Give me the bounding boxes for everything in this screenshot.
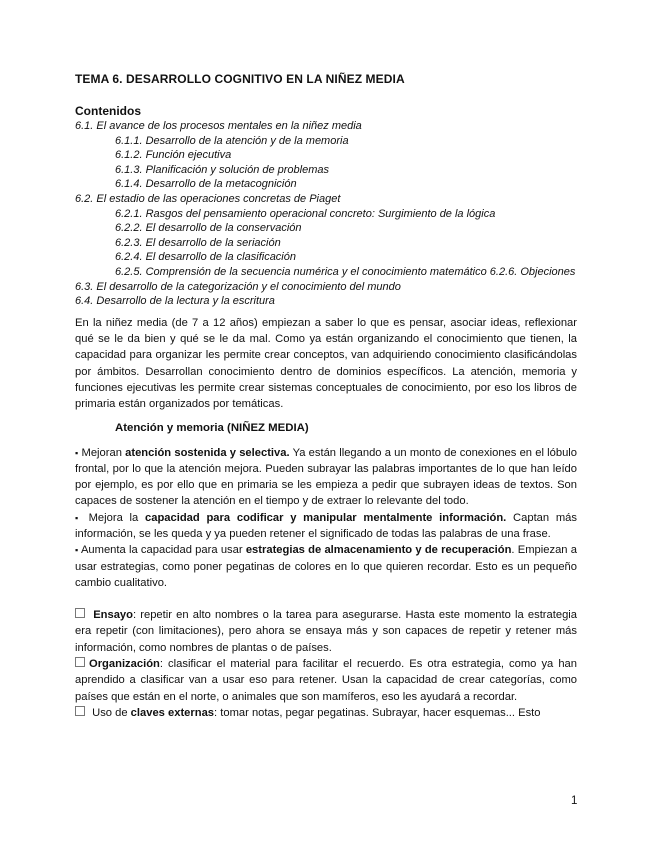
intro-paragraph: En la niñez media (de 7 a 12 años) empiezan a saber lo que es pensar, asociar ideas, reflexionar qué se le da bien y qué se le da mal. Como ya están organizando el conocimiento que tienen, la capacidad para organizar les permite crear conceptos, van adquiriendo conocimiento clasificándolas por ámbitos. Desarrollan conocimiento dentro de dominios específicos. La atención, memoria y funciones ejecutivas les permite crear sistemas conceptuales de conocimiento, por eso los libros de primaria están organizados por temáticas. bbox=[75, 316, 577, 411]
checkbox-glyph-icon bbox=[75, 706, 85, 716]
strategy-term: Organización bbox=[89, 658, 160, 671]
bullet-marker: ▪ bbox=[75, 512, 82, 523]
toc-item: 6.2. El estadio de las operaciones concretas de Piaget bbox=[75, 192, 341, 205]
bullet-emphasis: estrategias de almacenamiento y de recuperación bbox=[245, 544, 512, 557]
toc-item: 6.2.5. Comprensión de la secuencia numérica y el conocimiento matemático 6.2.6. Objeciones bbox=[115, 265, 576, 278]
strategy-item: Organización: clasificar el material para facilitar el recuerdo. Es otra estrategia, como ya han aprendido a clasificar van a usar eso para retener. Usan la capacidad de crear categorías, como países que están en el norte, o animales que son mamíferos, eso les ayudará a recordar. bbox=[75, 658, 577, 703]
document-title: TEMA 6. DESARROLLO COGNITIVO EN LA NIÑEZ MEDIA bbox=[75, 72, 405, 86]
page-number: 1 bbox=[571, 795, 578, 807]
toc-item: 6.3. El desarrollo de la categorización y el conocimiento del mundo bbox=[75, 280, 401, 293]
bullet-marker: ▪ bbox=[75, 447, 79, 458]
bullet-emphasis: capacidad para codificar y manipular mentalmente información. bbox=[145, 511, 507, 524]
strategy-item: Uso de claves externas: tomar notas, pegar pegatinas. Subrayar, hacer esquemas... Esto bbox=[75, 705, 577, 721]
toc-item: 6.2.3. El desarrollo de la seriación bbox=[115, 236, 281, 249]
toc-item: 6.2.1. Rasgos del pensamiento operacional concreto: Surgimiento de la lógica bbox=[115, 207, 496, 220]
table-of-contents bbox=[75, 119, 577, 309]
strategy-item: Ensayo: repetir en alto nombres o la tarea para asegurarse. Hasta este momento la estrategia era repetir (con limitaciones), pero ahora se ensaya más y son capaces de repetir y retener más información, como nombres de plantas o de países. bbox=[75, 609, 578, 654]
strategy-term: Ensayo bbox=[93, 609, 133, 622]
bullet-emphasis: atención sostenida y selectiva. bbox=[125, 446, 290, 459]
contents-heading: Contenidos bbox=[75, 104, 141, 118]
bullet-marker: ▪ bbox=[75, 545, 79, 556]
toc-item: 6.1.1. Desarrollo de la atención y de la memoria bbox=[115, 134, 349, 147]
bullet-item: ▪ Aumenta la capacidad para usar estrategias de almacenamiento y de recuperación. Empiezan a usar estrategias, como poner pegatinas de colores en lo que quieren recordar. Esto es un pequeño cambio cualitativo. bbox=[75, 544, 577, 589]
toc-item: 6.2.4. El desarrollo de la clasificación bbox=[115, 251, 296, 264]
toc-item: 6.1. El avance de los procesos mentales en la niñez media bbox=[75, 120, 362, 132]
toc-item: 6.1.2. Función ejecutiva bbox=[115, 149, 232, 162]
toc-item: 6.1.3. Planificación y solución de problemas bbox=[115, 163, 330, 176]
toc-item: 6.2.2. El desarrollo de la conservación bbox=[115, 222, 302, 235]
checkbox-glyph-icon bbox=[75, 657, 85, 667]
document-page bbox=[75, 72, 577, 721]
toc-item: 6.4. Desarrollo de la lectura y la escritura bbox=[75, 295, 275, 308]
section-heading: Atención y memoria (NIÑEZ MEDIA) bbox=[115, 421, 309, 434]
strategy-term: claves externas bbox=[130, 706, 215, 719]
toc-item: 6.1.4. Desarrollo de la metacognición bbox=[115, 178, 297, 191]
bullet-item: ▪ Mejoran atención sostenida y selectiva. Ya están llegando a un monto de conexiones en el lóbulo frontal, por lo que la atención mejora. Pueden subrayar las palabras importantes de lo que han leído por ejemplo, es por ello que en primaria se les empieza a pedir que subrayen ideas de textos. Son capaces de sostener la atención en el tiempo y de extraer lo relevante del todo. bbox=[75, 446, 577, 508]
checkbox-glyph-icon bbox=[75, 608, 85, 618]
bullet-item: ▪ Mejora la capacidad para codificar y manipular mentalmente información. Captan más información, se les queda y ya pueden retener el significado de todas las palabras de una frase. bbox=[75, 511, 577, 540]
